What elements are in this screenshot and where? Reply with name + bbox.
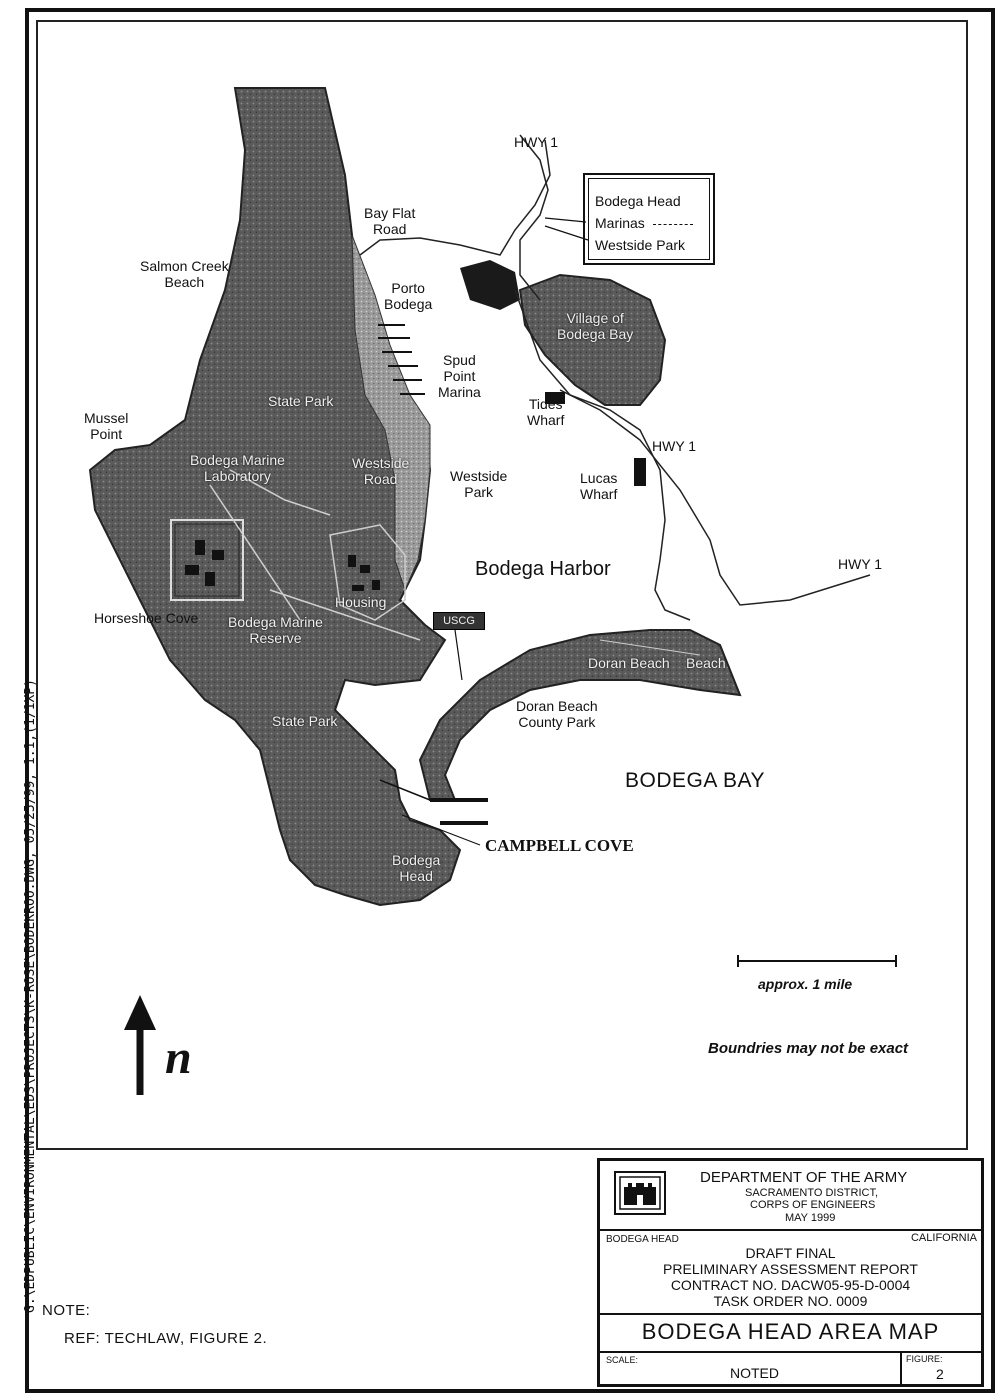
tb-title: BODEGA HEAD AREA MAP: [641, 1319, 940, 1344]
label-bay-flat-road: Bay Flat Road: [364, 205, 416, 237]
label-lucas-wharf: Lucas Wharf: [580, 470, 618, 502]
label-village-of-bodega-bay: Village of Bodega Bay: [557, 310, 634, 342]
file-path-text: G:\EDPUBLIC\ENVIRONMENTAL\EDS\PROJECTS\K-ROSE\BODEKROO.DWG, 05/25/99, 1:1,(1/1XP): [23, 679, 38, 1313]
label-hwy1-east: HWY 1: [838, 556, 883, 572]
map-legend: [583, 173, 715, 265]
tb-line2: PRELIMINARY ASSESSMENT REPORT: [663, 1261, 918, 1277]
tb-line3: CONTRACT NO. DACW05-95-D-0004: [670, 1277, 911, 1293]
boundary-disclaimer: Boundries may not be exact: [708, 1040, 909, 1057]
legend-leader: [653, 224, 693, 225]
porto-bodega-marina: [460, 260, 520, 310]
legend-item-marinas: Marinas: [595, 215, 645, 231]
tb-location-left: BODEGA HEAD: [606, 1234, 679, 1245]
legend-item-bodega-head: Bodega Head: [595, 193, 681, 209]
tb-agency: DEPARTMENT OF THE ARMY: [700, 1169, 908, 1186]
label-bodega-marine-reserve: Bodega Marine Reserve: [228, 614, 323, 646]
note-heading: NOTE:: [42, 1302, 91, 1319]
scale-label: approx. 1 mile: [758, 976, 853, 992]
north-label: n: [165, 1031, 192, 1084]
label-mussel-point: Mussel Point: [84, 410, 129, 442]
label-salmon-creek-beach: Salmon Creek Beach: [140, 258, 229, 290]
label-doran-beach-county-park: Doran Beach County Park: [516, 698, 598, 730]
tb-line4: TASK ORDER NO. 0009: [713, 1293, 868, 1309]
label-campbell-cove: CAMPBELL COVE: [485, 836, 634, 855]
tb-line1: DRAFT FINAL: [745, 1245, 836, 1261]
lucas-wharf-mark: [634, 458, 646, 486]
tb-figure-caption: FIGURE:: [906, 1354, 943, 1364]
note-ref: REF: TECHLAW, FIGURE 2.: [64, 1330, 268, 1347]
label-hwy1-top: HWY 1: [514, 134, 559, 150]
label-bodega-bay: BODEGA BAY: [625, 769, 765, 792]
label-horseshoe-cove: Horseshoe Cove: [94, 610, 199, 626]
label-westside-park: Westside Park: [450, 468, 508, 500]
tb-location-right: CALIFORNIA: [910, 1232, 977, 1244]
label-bodega-head: Bodega Head: [392, 852, 441, 884]
label-hwy1-mid: HWY 1: [652, 438, 697, 454]
label-housing: Housing: [335, 594, 387, 610]
label-uscg: USCG: [433, 612, 485, 630]
label-spud-point-marina: Spud Point Marina: [438, 352, 481, 400]
tb-date: MAY 1999: [785, 1212, 836, 1224]
label-westside-road: Westside Road: [352, 455, 410, 487]
north-arrow-icon: [124, 995, 156, 1095]
tb-corps: CORPS OF ENGINEERS: [750, 1199, 876, 1211]
label-porto-bodega: Porto Bodega: [384, 280, 433, 312]
title-block: [597, 1158, 984, 1387]
label-state-park-north: State Park: [268, 393, 334, 409]
tb-scale-caption: SCALE:: [606, 1355, 639, 1365]
label-bodega-marine-laboratory: Bodega Marine Laboratory: [190, 452, 285, 484]
label-state-park-south: State Park: [272, 713, 338, 729]
tb-district: SACRAMENTO DISTRICT,: [745, 1187, 879, 1199]
label-beach: Beach: [686, 655, 726, 671]
label-tides-wharf: Tides Wharf: [527, 396, 565, 428]
legend-item-westside-park: Westside Park: [595, 237, 685, 253]
label-doran-beach: Doran Beach: [588, 655, 670, 671]
tb-figure-value: 2: [936, 1366, 944, 1382]
tb-scale-value: NOTED: [730, 1365, 779, 1381]
label-bodega-harbor: Bodega Harbor: [475, 558, 611, 580]
corps-castle-icon: [614, 1171, 666, 1215]
scale-bar: [737, 955, 897, 967]
